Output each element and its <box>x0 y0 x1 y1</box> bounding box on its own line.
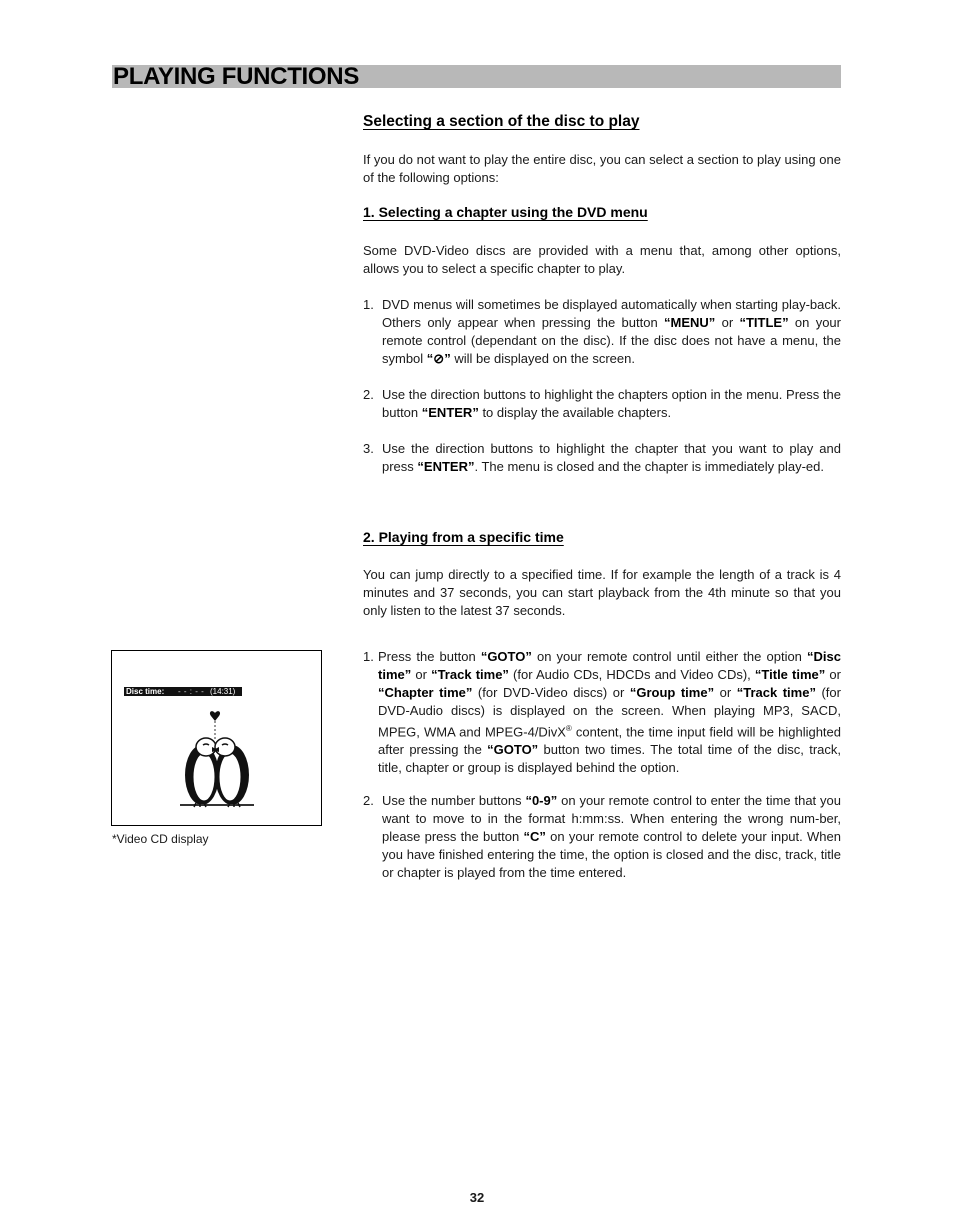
list-number: 3. <box>363 441 374 456</box>
video-cd-screen <box>111 650 322 826</box>
list-text: Use the direction buttons to highlight the chapters option in the menu. Press the button “ENTER” to display the available chapters. <box>382 387 841 420</box>
list-item <box>363 792 841 882</box>
list-text: Use the direction buttons to highlight the chapter that you want to play and press “ENTER”. The menu is closed and the chapter is immediately play-ed. <box>382 441 841 474</box>
list-item <box>363 648 841 777</box>
subsection-1-intro: Some DVD-Video discs are provided with a menu that, among other options, allows you to select a specific chapter to play. <box>363 243 841 276</box>
list-text: Use the number buttons “0-9” on your remote control to enter the time that you want to move to in the format h:mm:ss. When entering the wrong num-ber, please press the button “C” on your remote control to delete your input. When you have finished entering the time, the option is closed and the disc, track, title or chapter is played from the time entered. <box>382 793 842 880</box>
list-item <box>363 296 841 368</box>
lovebirds-illustration <box>178 707 258 811</box>
subsection-2-intro: You can jump directly to a specified time. If for example the length of a track is 4 minutes and 37 seconds, you can start playback from the 4th minute so that you only listen to the latest 37 seconds. <box>363 567 841 618</box>
list-item <box>363 440 841 476</box>
page-number: 32 <box>469 1190 485 1205</box>
subsection-2-title: 2. Playing from a specific time <box>363 529 564 545</box>
list-number: 2. <box>363 387 374 402</box>
page-title: PLAYING FUNCTIONS <box>113 63 360 90</box>
subsection-1-title: 1. Selecting a chapter using the DVD menu <box>363 204 648 220</box>
disc-total-time: (14:31) <box>208 687 242 696</box>
section-title: Selecting a section of the disc to play <box>363 113 640 130</box>
screen-caption: *Video CD display <box>112 832 209 846</box>
list-text: DVD menus will sometimes be displayed automatically when starting play-back. Others only appear when pressing the button “MENU” or “TITLE” on your remote control (dependant on the disc). If the disc does not have a menu, the symbol “⊘” will be displayed on the screen. <box>382 297 841 366</box>
list-number: 2. <box>363 793 374 808</box>
list-item <box>363 386 841 422</box>
section-intro: If you do not want to play the entire disc, you can select a section to play using one of the following options: <box>363 152 841 185</box>
list-text: Press the button “GOTO” on your remote control until either the option “Disc time” or “Track time” (for Audio CDs, HDCDs and Video CDs), “Title time” or “Chapter time” (for DVD-Video discs) or “Group time” or “Track time” (for DVD-Audio discs) is displayed on the screen. When playing MP3, SACD, MPEG, WMA and MPEG-4/DivX® content, the time input field will be highlighted after pressing the “GOTO” button two times. The total time of the disc, track, title, chapter or group is displayed behind the option. <box>378 649 842 776</box>
list-number: 1. <box>363 649 374 664</box>
disc-time-label: Disc time: <box>124 687 176 696</box>
list-number: 1. <box>363 297 374 312</box>
disc-time-input: - - : - - <box>176 687 210 696</box>
